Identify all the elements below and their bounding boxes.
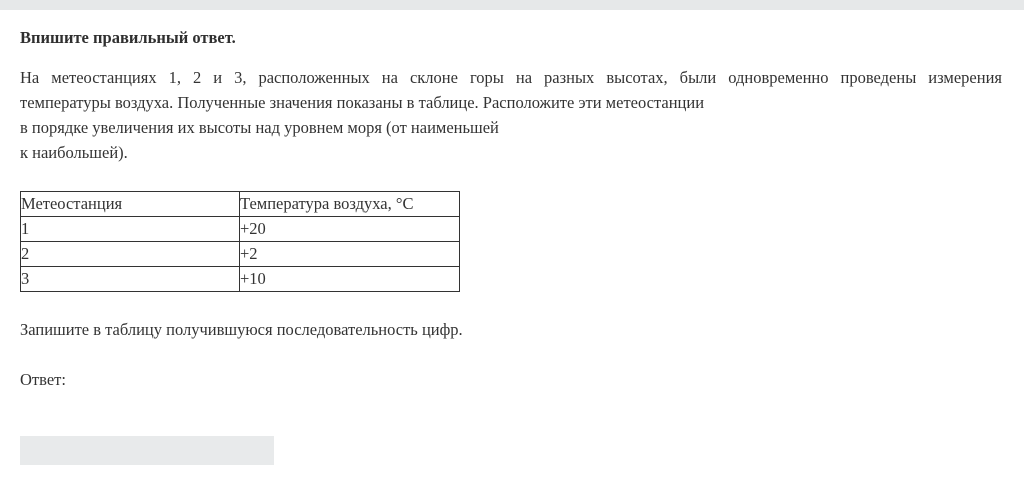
- table-cell: 3: [21, 267, 240, 292]
- table-row: [21, 217, 460, 242]
- question-line: температуры воздуха. Полученные значения показаны в таблице. Расположите эти метеостанции: [20, 93, 705, 112]
- table-cell: +2: [240, 242, 460, 267]
- table-row: [21, 242, 460, 267]
- table-header-cell: Температура воздуха, °С: [240, 192, 460, 217]
- task-note: Запишите в таблицу получившуюся последовательность цифр.: [20, 320, 463, 339]
- question-line: в порядке увеличения их высоты над уровнем моря (от наименьшей: [20, 118, 499, 137]
- top-bar: [0, 0, 1024, 10]
- answer-label: Ответ:: [20, 370, 66, 389]
- table-header-row: [21, 192, 460, 217]
- answer-input[interactable]: [20, 436, 274, 465]
- question-line: На метеостанциях 1, 2 и 3, расположенных на склоне горы на разных высотах, были одновременно проведены измерения: [20, 68, 1002, 87]
- table-header-cell: Метеостанция: [21, 192, 240, 217]
- table-cell: 1: [21, 217, 240, 242]
- question-text: [20, 65, 1002, 165]
- task-instruction: Впишите правильный ответ.: [20, 28, 236, 47]
- table-row: [21, 267, 460, 292]
- task-content: [20, 26, 1002, 392]
- question-line: к наибольшей).: [20, 143, 128, 162]
- table-cell: +10: [240, 267, 460, 292]
- table-cell: 2: [21, 242, 240, 267]
- table-cell: +20: [240, 217, 460, 242]
- temperature-table: [20, 191, 460, 292]
